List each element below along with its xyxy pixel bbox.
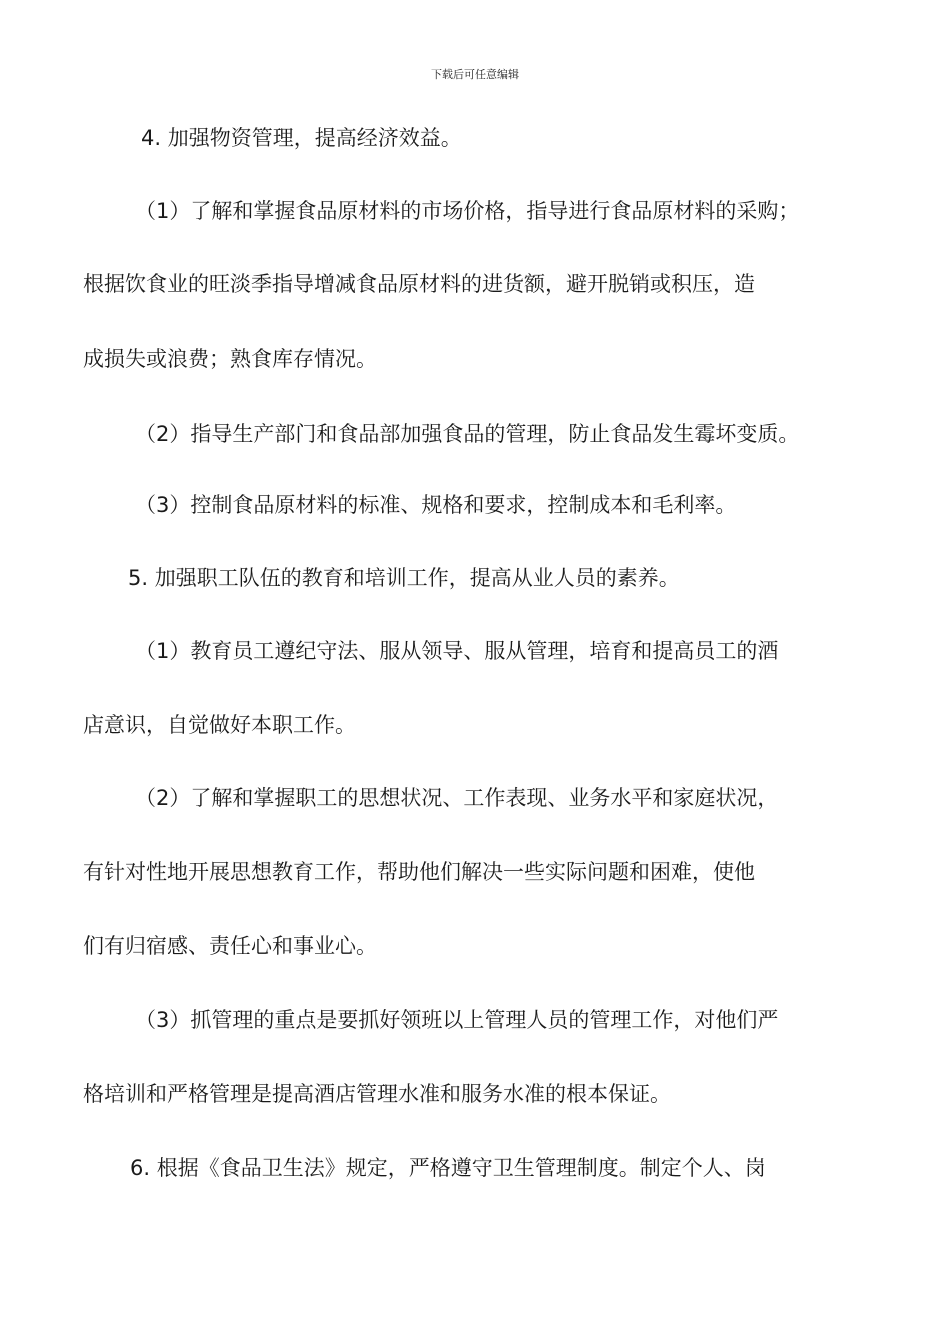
paragraph-line: （1）教育员工遵纪守法、服从领导、服从管理，培育和提高员工的酒 <box>135 639 779 663</box>
paragraph-line: （2）指导生产部门和食品部加强食品的管理，防止食品发生霉坏变质。 <box>135 422 800 446</box>
paragraph-line: 格培训和严格管理是提高酒店管理水准和服务水准的根本保证。 <box>83 1082 671 1106</box>
paragraph-line: 根据饮食业的旺淡季指导增减食品原材料的进货额，避开脱销或积压，造 <box>83 272 755 296</box>
paragraph-line: 们有归宿感、责任心和事业心。 <box>83 934 377 958</box>
paragraph-line: （3）抓管理的重点是要抓好领班以上管理人员的管理工作，对他们严 <box>135 1008 779 1032</box>
paragraph-line: （2）了解和掌握职工的思想状况、工作表现、业务水平和家庭状况， <box>135 786 779 810</box>
section-4-heading: 4. 加强物资管理，提高经济效益。 <box>141 126 462 150</box>
section-5-heading: 5. 加强职工队伍的教育和培训工作，提高从业人员的素养。 <box>128 566 680 590</box>
section-6-heading: 6. 根据《食品卫生法》规定，严格遵守卫生管理制度。制定个人、岗 <box>130 1156 766 1180</box>
paragraph-line: （1）了解和掌握食品原材料的市场价格，指导进行食品原材料的采购； <box>135 199 800 223</box>
paragraph-line: （3）控制食品原材料的标准、规格和要求，控制成本和毛利率。 <box>135 493 737 517</box>
paragraph-line: 店意识，自觉做好本职工作。 <box>83 713 356 737</box>
paragraph-line: 有针对性地开展思想教育工作，帮助他们解决一些实际问题和困难，使他 <box>83 860 755 884</box>
page-header: 下载后可任意编辑 <box>431 68 519 81</box>
paragraph-line: 成损失或浪费；熟食库存情况。 <box>83 347 377 371</box>
